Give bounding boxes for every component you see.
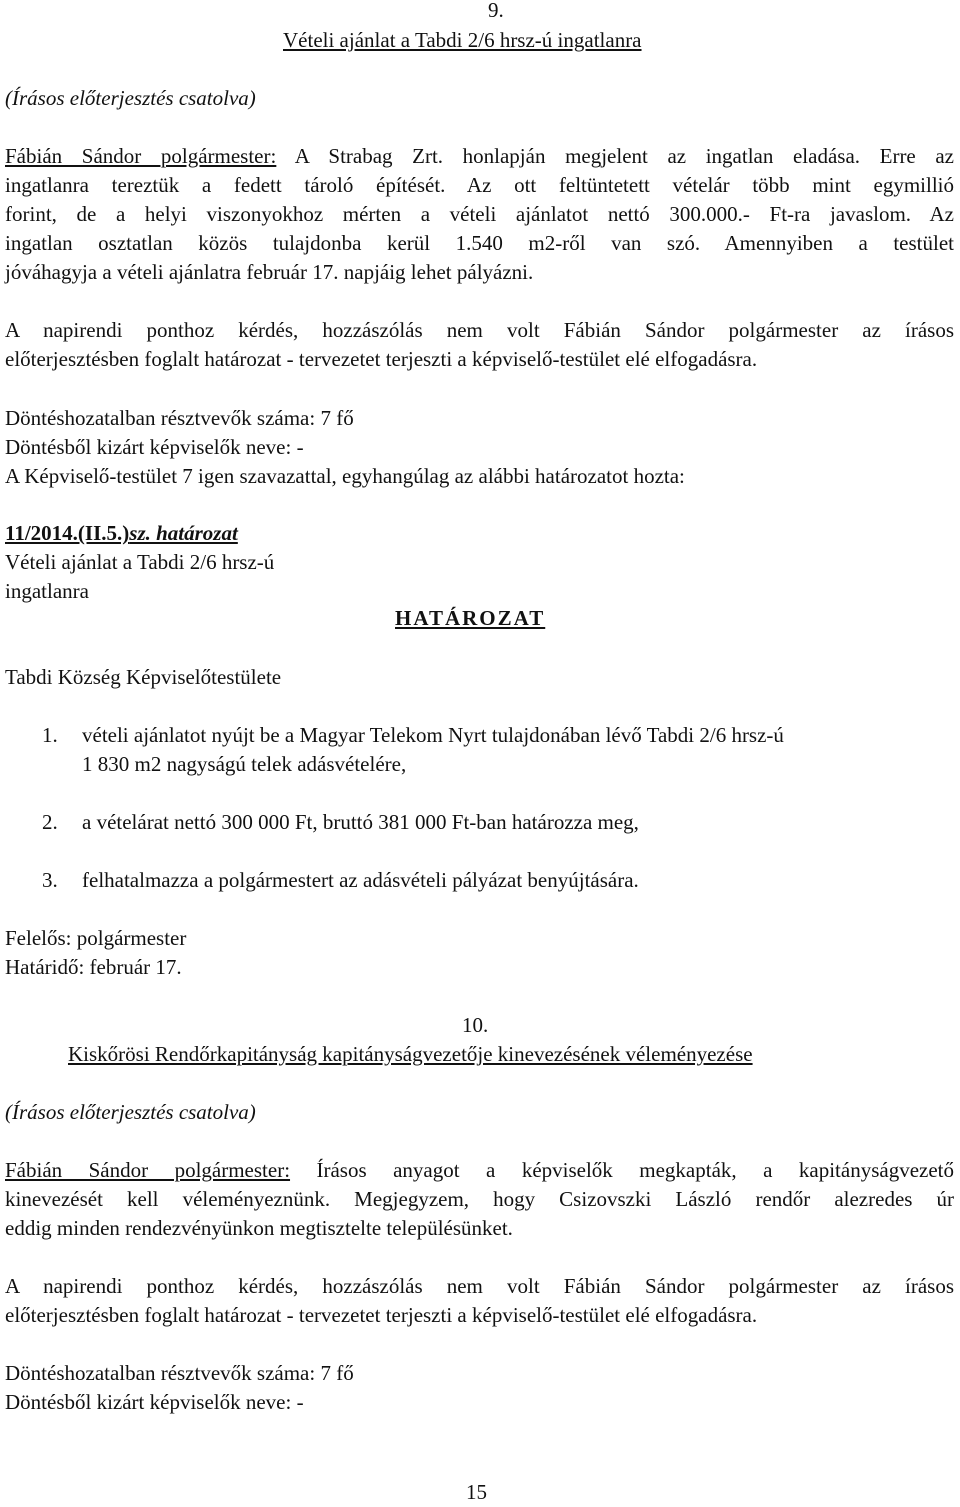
resolution-number: 11/2014.(II.5.)sz. határozat [5, 521, 238, 545]
section-9-number: 9. [488, 0, 504, 22]
section-9-speaker-line-5: jóváhagyja a vételi ajánlatra február 17. napjáig lehet pályázni. [5, 260, 534, 284]
section-10-attachment-note: (Írásos előterjesztés csatolva) [5, 1100, 256, 1124]
resolution-subject-line-2: ingatlanra [5, 579, 89, 603]
resolution-item-2 [5, 808, 954, 837]
resolution-subject-line-1: Vételi ajánlat a Tabdi 2/6 hrsz-ú [5, 550, 275, 574]
item-number: 2. [42, 810, 58, 834]
resolution-heading: HATÁROZAT [395, 606, 546, 630]
resolution-body-name: Tabdi Község Képviselőtestülete [5, 665, 282, 689]
section-10-number: 10. [462, 1013, 489, 1037]
section-9-speaker-line-1: Fábián Sándor polgármester: A Strabag Zrt. honlapján megjelent az ingatlan eladása. Erre az [5, 144, 954, 168]
section-10-agenda-line-1: A napirendi ponthoz kérdés, hozzászólás nem volt Fábián Sándor polgármester az írásos [5, 1274, 954, 1298]
section-10-speaker-line-1: Fábián Sándor polgármester: Írásos anyagot a képviselők megkapták, a kapitányságvezető [5, 1158, 954, 1182]
section-10-speaker-line-2: kinevezését kell véleményeznünk. Megjegyzem, hogy Csizovszki László rendőr alezredes úr [5, 1187, 954, 1211]
section-9-participants: Döntéshozatalban résztvevők száma: 7 fő [5, 406, 354, 430]
item-text-line-1: vételi ajánlatot nyújt be a Magyar Telekom Nyrt tulajdonában lévő Tabdi 2/6 hrsz-ú [82, 723, 784, 747]
section-10-speaker-line-3: eddig minden rendezvényünkon megtisztelte településünket. [5, 1216, 513, 1240]
item-text-line-1: a vételárat nettó 300 000 Ft, bruttó 381 000 Ft-ban határozza meg, [82, 810, 639, 834]
section-9-speaker-line-4: ingatlan osztatlan közös tulajdonba kerül 1.540 m2-ről van szó. Amennyiben a testület [5, 231, 954, 255]
resolution-item-3 [5, 866, 954, 895]
section-10-participants: Döntéshozatalban résztvevők száma: 7 fő [5, 1361, 354, 1385]
item-text-line-1: felhatalmazza a polgármestert az adásvételi pályázat benyújtására. [82, 868, 639, 892]
speaker-label: Fábián Sándor polgármester: [5, 1158, 291, 1182]
section-9-speaker-line-2: ingatlanra tereztük a fedett tároló építését. Az ott feltüntetett vételár több mint egymillió [5, 173, 954, 197]
resolution-deadline: Határidő: február 17. [5, 955, 182, 979]
section-10-title: Kiskőrösi Rendőrkapitányság kapitányságvezetője kinevezésének véleményezése [68, 1042, 753, 1066]
section-9-agenda-line-2: előterjesztésben foglalt határozat - tervezetet terjeszti a képviselő-testület elé elfogadásra. [5, 347, 758, 371]
section-9-vote: A Képviselő-testület 7 igen szavazattal, egyhangúlag az alábbi határozatot hozta: [5, 464, 685, 488]
section-9-excluded: Döntésből kizárt képviselők neve: - [5, 435, 304, 459]
resolution-item-1 [5, 721, 954, 779]
item-text-line-2: 1 830 m2 nagyságú telek adásvételére, [82, 752, 407, 776]
section-9-title: Vételi ajánlat a Tabdi 2/6 hrsz-ú ingatlanra [283, 28, 642, 52]
item-number: 3. [42, 868, 58, 892]
resolution-responsible: Felelős: polgármester [5, 926, 187, 950]
section-10-excluded: Döntésből kizárt képviselők neve: - [5, 1390, 304, 1414]
section-10-agenda-line-2: előterjesztésben foglalt határozat - tervezetet terjeszti a képviselő-testület elé elfogadásra. [5, 1303, 758, 1327]
item-number: 1. [42, 723, 58, 747]
section-9-agenda-line-1: A napirendi ponthoz kérdés, hozzászólás nem volt Fábián Sándor polgármester az írásos [5, 318, 954, 342]
page-number: 15 [466, 1480, 487, 1504]
section-9-attachment-note: (Írásos előterjesztés csatolva) [5, 86, 256, 110]
speaker-label: Fábián Sándor polgármester: [5, 144, 277, 168]
section-9-speaker-line-3: forint, de a helyi viszonyokhoz mérten a vételi ajánlatot nettó 300.000.- Ft-ra javaslom. Az [5, 202, 954, 226]
